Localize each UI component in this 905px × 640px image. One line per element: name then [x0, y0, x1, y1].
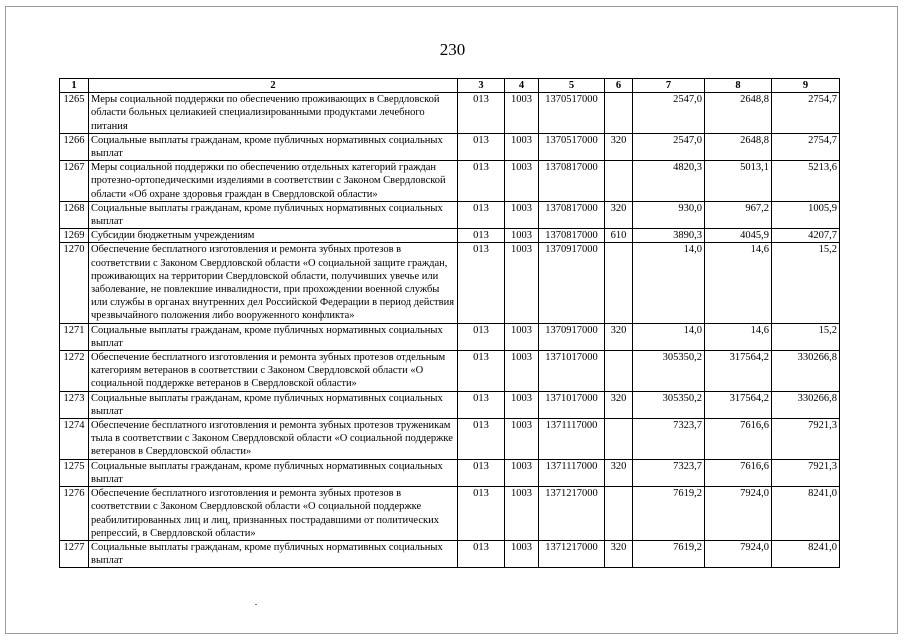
- row-name: Социальные выплаты гражданам, кроме публичных нормативных социальных выплат: [89, 540, 458, 567]
- amount-col7: 305350,2: [633, 351, 705, 392]
- amount-col8: 5013,1: [705, 161, 772, 202]
- amount-col8: 2648,8: [705, 93, 772, 134]
- section-code: 1003: [505, 459, 539, 486]
- section-code: 1003: [505, 161, 539, 202]
- ministry-code: 013: [458, 323, 505, 350]
- row-name: Обеспечение бесплатного изготовления и ремонта зубных протезов в соответствии с Законом Свердловской области «О социальной поддержке реабилитированных лиц и лиц, признанных пострадавшими от политических репрессий, в Свердловской области»: [89, 487, 458, 541]
- ministry-code: 013: [458, 133, 505, 160]
- table-row: [60, 419, 840, 460]
- amount-col9: 5213,6: [772, 161, 840, 202]
- table-row: [60, 201, 840, 228]
- expense-type-code: [605, 93, 633, 134]
- section-code: 1003: [505, 391, 539, 418]
- amount-col9: 7921,3: [772, 459, 840, 486]
- ministry-code: 013: [458, 540, 505, 567]
- section-code: 1003: [505, 243, 539, 323]
- table-row: [60, 229, 840, 243]
- row-number: 1266: [60, 133, 89, 160]
- target-article-code: 1370917000: [539, 243, 605, 323]
- row-name: Меры социальной поддержки по обеспечению отдельных категорий граждан протезно-ортопедическими изделиями в соответствии с Законом Свердловской области «Об охране здоровья граждан в Свердловской области»: [89, 161, 458, 202]
- amount-col7: 305350,2: [633, 391, 705, 418]
- table-header-row: [60, 79, 840, 93]
- row-number: 1272: [60, 351, 89, 392]
- target-article-code: 1370817000: [539, 161, 605, 202]
- amount-col7: 7323,7: [633, 459, 705, 486]
- row-number: 1276: [60, 487, 89, 541]
- row-name: Обеспечение бесплатного изготовления и ремонта зубных протезов труженикам тыла в соответствии с Законом Свердловской области «О социальной поддержке ветеранов в Свердловской области»: [89, 419, 458, 460]
- section-code: 1003: [505, 133, 539, 160]
- table-row: [60, 161, 840, 202]
- target-article-code: 1371117000: [539, 459, 605, 486]
- target-article-code: 1370517000: [539, 133, 605, 160]
- target-article-code: 1371017000: [539, 391, 605, 418]
- ministry-code: 013: [458, 351, 505, 392]
- expense-type-code: 320: [605, 133, 633, 160]
- amount-col7: 7323,7: [633, 419, 705, 460]
- amount-col9: 8241,0: [772, 540, 840, 567]
- row-number: 1269: [60, 229, 89, 243]
- amount-col8: 317564,2: [705, 351, 772, 392]
- expense-type-code: [605, 419, 633, 460]
- amount-col7: 7619,2: [633, 540, 705, 567]
- amount-col8: 7616,6: [705, 459, 772, 486]
- section-code: 1003: [505, 323, 539, 350]
- row-number: 1277: [60, 540, 89, 567]
- amount-col8: 317564,2: [705, 391, 772, 418]
- row-name: Обеспечение бесплатного изготовления и ремонта зубных протезов отдельным категориям ветеранов в соответствии с Законом Свердловской области «О социальной поддержке ветеранов в Свердловской области»: [89, 351, 458, 392]
- ministry-code: 013: [458, 243, 505, 323]
- table-row: [60, 93, 840, 134]
- amount-col9: 8241,0: [772, 487, 840, 541]
- amount-col7: 14,0: [633, 323, 705, 350]
- expense-type-code: [605, 161, 633, 202]
- amount-col8: 7924,0: [705, 540, 772, 567]
- expense-type-code: 610: [605, 229, 633, 243]
- ministry-code: 013: [458, 487, 505, 541]
- column-header: 2: [89, 79, 458, 93]
- target-article-code: 1370817000: [539, 229, 605, 243]
- amount-col9: 7921,3: [772, 419, 840, 460]
- row-number: 1270: [60, 243, 89, 323]
- ministry-code: 013: [458, 391, 505, 418]
- ministry-code: 013: [458, 201, 505, 228]
- amount-col9: 15,2: [772, 323, 840, 350]
- amount-col9: 2754,7: [772, 133, 840, 160]
- row-name: Социальные выплаты гражданам, кроме публичных нормативных социальных выплат: [89, 201, 458, 228]
- amount-col8: 14,6: [705, 323, 772, 350]
- amount-col9: 330266,8: [772, 391, 840, 418]
- page-number: 230: [439, 40, 466, 59]
- amount-col7: 3890,3: [633, 229, 705, 243]
- row-name: Социальные выплаты гражданам, кроме публичных нормативных социальных выплат: [89, 391, 458, 418]
- expense-type-code: 320: [605, 323, 633, 350]
- column-header: 5: [539, 79, 605, 93]
- amount-col9: 2754,7: [772, 93, 840, 134]
- expense-type-code: [605, 351, 633, 392]
- target-article-code: 1370817000: [539, 201, 605, 228]
- row-name: Социальные выплаты гражданам, кроме публичных нормативных социальных выплат: [89, 459, 458, 486]
- column-header: 7: [633, 79, 705, 93]
- amount-col9: 15,2: [772, 243, 840, 323]
- column-header: 9: [772, 79, 840, 93]
- table-row: [60, 133, 840, 160]
- table-row: [60, 459, 840, 486]
- section-code: 1003: [505, 351, 539, 392]
- row-name: Обеспечение бесплатного изготовления и ремонта зубных протезов в соответствии с Законом Свердловской области «О социальной защите граждан, проживающих на территории Свердловской области, получивших увечье или заболевание, не повлекшие инвалидности, при прохождении военной службы или службы в органах внутренних дел Российской Федерации в период действия чрезвычайного положения либо вооруженного конфликта»: [89, 243, 458, 323]
- amount-col9: 330266,8: [772, 351, 840, 392]
- row-number: 1274: [60, 419, 89, 460]
- ministry-code: 013: [458, 93, 505, 134]
- column-header: 6: [605, 79, 633, 93]
- expense-type-code: 320: [605, 540, 633, 567]
- table-row: [60, 243, 840, 323]
- row-number: 1273: [60, 391, 89, 418]
- expense-type-code: 320: [605, 391, 633, 418]
- row-name: Субсидии бюджетным учреждениям: [89, 229, 458, 243]
- amount-col8: 7924,0: [705, 487, 772, 541]
- amount-col8: 7616,6: [705, 419, 772, 460]
- target-article-code: 1371217000: [539, 540, 605, 567]
- row-number: 1267: [60, 161, 89, 202]
- section-code: 1003: [505, 487, 539, 541]
- column-header: 3: [458, 79, 505, 93]
- row-name: Меры социальной поддержки по обеспечению проживающих в Свердловской области больных целиакией специализированными продуктами лечебного питания: [89, 93, 458, 134]
- target-article-code: 1371217000: [539, 487, 605, 541]
- amount-col8: 967,2: [705, 201, 772, 228]
- amount-col9: 4207,7: [772, 229, 840, 243]
- ministry-code: 013: [458, 229, 505, 243]
- table-row: [60, 351, 840, 392]
- column-header: 1: [60, 79, 89, 93]
- target-article-code: 1370517000: [539, 93, 605, 134]
- table-row: [60, 323, 840, 350]
- section-code: 1003: [505, 540, 539, 567]
- section-code: 1003: [505, 419, 539, 460]
- row-number: 1271: [60, 323, 89, 350]
- expense-type-code: [605, 243, 633, 323]
- amount-col7: 2547,0: [633, 133, 705, 160]
- section-code: 1003: [505, 229, 539, 243]
- budget-table: [59, 78, 840, 568]
- table-row: [60, 487, 840, 541]
- amount-col8: 14,6: [705, 243, 772, 323]
- amount-col7: 14,0: [633, 243, 705, 323]
- ministry-code: 013: [458, 459, 505, 486]
- target-article-code: 1371117000: [539, 419, 605, 460]
- amount-col7: 4820,3: [633, 161, 705, 202]
- amount-col8: 4045,9: [705, 229, 772, 243]
- target-article-code: 1371017000: [539, 351, 605, 392]
- row-number: 1268: [60, 201, 89, 228]
- row-number: 1275: [60, 459, 89, 486]
- table-row: [60, 391, 840, 418]
- amount-col7: 930,0: [633, 201, 705, 228]
- expense-type-code: 320: [605, 459, 633, 486]
- amount-col7: 2547,0: [633, 93, 705, 134]
- column-header: 8: [705, 79, 772, 93]
- amount-col9: 1005,9: [772, 201, 840, 228]
- expense-type-code: 320: [605, 201, 633, 228]
- expense-type-code: [605, 487, 633, 541]
- target-article-code: 1370917000: [539, 323, 605, 350]
- amount-col8: 2648,8: [705, 133, 772, 160]
- row-name: Социальные выплаты гражданам, кроме публичных нормативных социальных выплат: [89, 133, 458, 160]
- amount-col7: 7619,2: [633, 487, 705, 541]
- section-code: 1003: [505, 201, 539, 228]
- row-name: Социальные выплаты гражданам, кроме публичных нормативных социальных выплат: [89, 323, 458, 350]
- table-row: [60, 540, 840, 567]
- section-code: 1003: [505, 93, 539, 134]
- ministry-code: 013: [458, 419, 505, 460]
- column-header: 4: [505, 79, 539, 93]
- ministry-code: 013: [458, 161, 505, 202]
- scan-speck: [255, 604, 257, 605]
- row-number: 1265: [60, 93, 89, 134]
